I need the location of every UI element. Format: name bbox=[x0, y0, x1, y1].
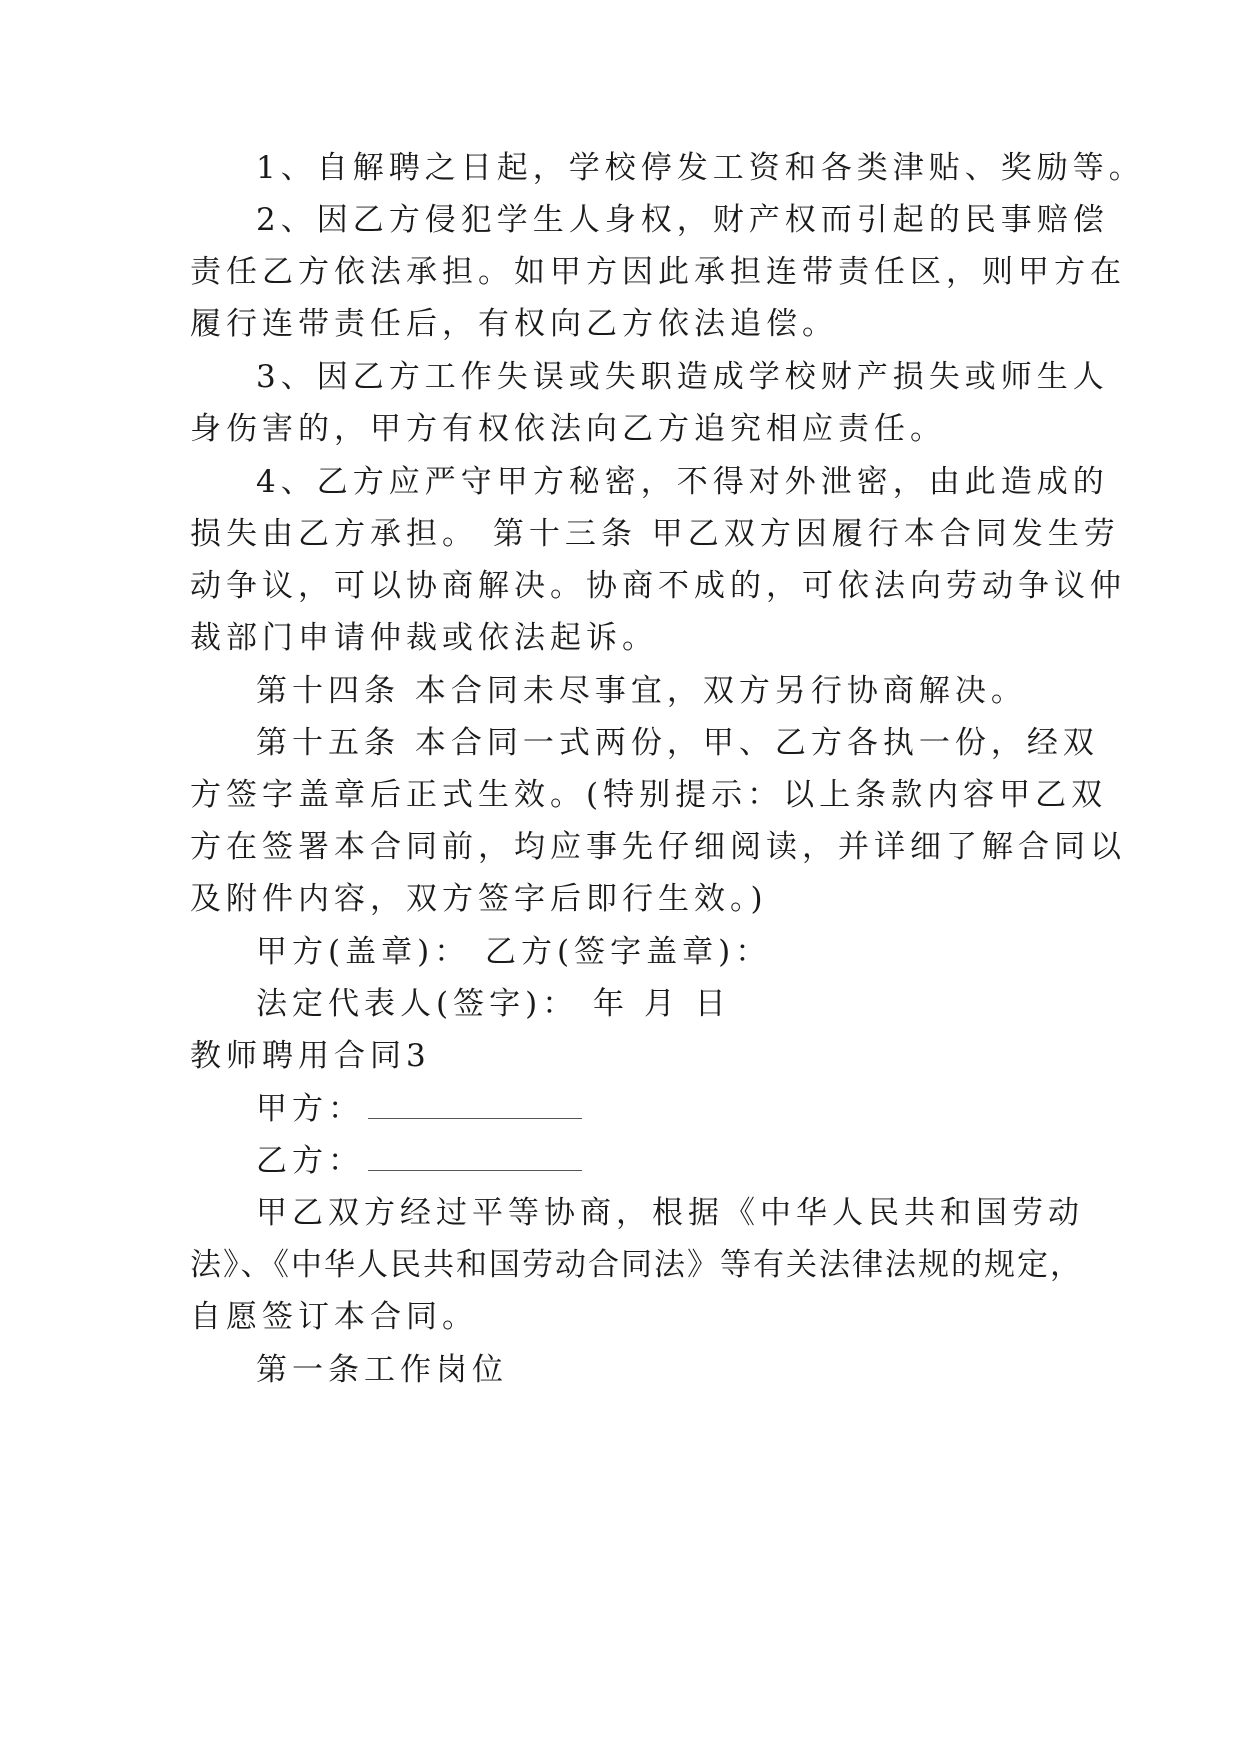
clause-4-line-1: 4、乙方应严守甲方秘密，不得对外泄密，由此造成的 bbox=[256, 464, 1109, 500]
clause-3-line-2: 身伤害的，甲方有权依法向乙方追究相应责任。 bbox=[190, 411, 946, 447]
party-a-row bbox=[256, 1089, 582, 1129]
party-b-blank bbox=[368, 1146, 582, 1171]
signature-line-parties: 甲方(盖章)： 乙方(签字盖章)： bbox=[256, 934, 772, 970]
preamble-line-1: 甲乙双方经过平等协商，根据《中华人民共和国劳动 bbox=[256, 1195, 1084, 1231]
clause-1-line-1: 1、自解聘之日起，学校停发工资和各类津贴、奖励等。 bbox=[256, 150, 1145, 186]
clause-4-line-3: 动争议，可以协商解决。协商不成的，可依法向劳动争议仲 bbox=[190, 568, 1126, 604]
party-b-label: 乙方： bbox=[256, 1143, 364, 1179]
party-b-row bbox=[256, 1141, 582, 1181]
signature-line-representative: 法定代表人(签字)： 年 月 日 bbox=[256, 986, 731, 1022]
preamble-line-3: 自愿签订本合同。 bbox=[190, 1299, 478, 1335]
article-15-line-2: 方签字盖章后正式生效。(特别提示：以上条款内容甲乙双 bbox=[190, 777, 1108, 813]
clause-2-line-1: 2、因乙方侵犯学生人身权，财产权而引起的民事赔偿 bbox=[256, 202, 1109, 238]
clause-2-line-2: 责任乙方依法承担。如甲方因此承担连带责任区，则甲方在 bbox=[190, 254, 1126, 290]
article-15-line-4: 及附件内容，双方签字后即行生效。) bbox=[190, 881, 768, 917]
article-1-title: 第一条工作岗位 bbox=[256, 1352, 508, 1388]
contract-3-title: 教师聘用合同3 bbox=[190, 1038, 431, 1074]
article-15-line-3: 方在签署本合同前，均应事先仔细阅读，并详细了解合同以 bbox=[190, 829, 1126, 865]
party-a-label: 甲方： bbox=[256, 1091, 364, 1127]
clause-4-line-2: 损失由乙方承担。 第十三条 甲乙双方因履行本合同发生劳 bbox=[190, 516, 1120, 552]
clause-3-line-1: 3、因乙方工作失误或失职造成学校财产损失或师生人 bbox=[256, 359, 1109, 395]
clause-4-line-4: 裁部门申请仲裁或依法起诉。 bbox=[190, 620, 658, 656]
article-14: 第十四条 本合同未尽事宜，双方另行协商解决。 bbox=[256, 673, 1027, 709]
preamble-line-2: 法》、《中华人民共和国劳动合同法》等有关法律法规的规定， bbox=[190, 1247, 1083, 1283]
party-a-blank bbox=[368, 1094, 582, 1119]
article-15-line-1: 第十五条 本合同一式两份，甲、乙方各执一份，经双 bbox=[256, 725, 1099, 761]
clause-2-line-3: 履行连带责任后，有权向乙方依法追偿。 bbox=[190, 306, 838, 342]
